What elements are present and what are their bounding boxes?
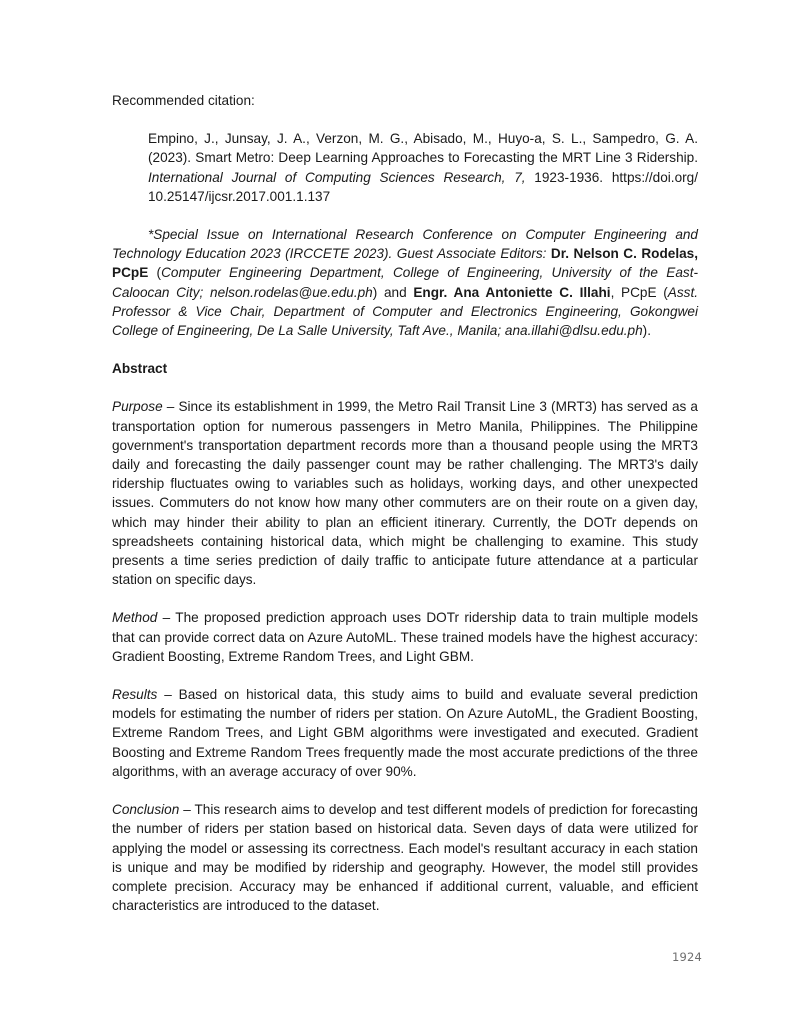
page-content	[112, 91, 698, 915]
purpose-label: Purpose	[112, 399, 163, 415]
special-issue-note	[112, 225, 698, 340]
results-text: – Based on historical data, this study aims to build and evaluate several prediction models for estimating the number of riders per station. On Azure AutoML, the Gradient Boosting, Extreme Random Trees, and Light GBM algorithms were investigated and executed. Gradient Boosting and Extreme Random Trees frequently made the most accurate predictions of the three algorithms, with an average accuracy of over 90%.	[112, 687, 698, 779]
editor1-open: (	[148, 265, 162, 281]
abstract-results	[112, 685, 698, 781]
editor1-close: ) and	[372, 284, 414, 300]
citation-text	[148, 129, 698, 206]
citation-heading: Recommended citation:	[112, 93, 255, 108]
conclusion-label: Conclusion	[112, 802, 180, 818]
page-number: 1924	[672, 950, 703, 964]
abstract-purpose	[112, 397, 698, 589]
abstract-method	[112, 608, 698, 666]
purpose-text: – Since its establishment in 1999, the Metro Rail Transit Line 3 (MRT3) has served as a transportation option for numerous passengers in Metro Manila, Philippines. The Philippine government's transportation department records more than a thousand people using the MRT3 daily and forecasting the daily passenger count may be rather challenging. The MRT3's daily ridership fluctuates owing to variables such as holidays, working days, and other unexpected issues. Commuters do not know how many other commuters are on their route on a given day, which may hinder their ability to plan an efficient itinerary. Currently, the DOTr depends on spreadsheets containing historical data, which might be challenging to examine. This study presents a time series prediction of daily traffic to anticipate future attendance at a particular station on specific days.	[112, 399, 698, 588]
editor2-credential: , PCpE (	[610, 284, 668, 300]
results-label: Results	[112, 687, 158, 703]
abstract-heading: Abstract	[112, 361, 168, 377]
editor2-close: ).	[642, 323, 651, 339]
editor2-affiliation: Asst. Professor & Vice Chair, Department of Computer and Electronics Engineering, Gokongwei College of Engineering, De La Salle University, Taft Ave., Manila; ana.illahi@dlsu.edu.ph	[112, 284, 698, 339]
editor1-affiliation: Computer Engineering Department, College of Engineering, University of the East-Caloocan City; nelson.rodelas@ue.edu.ph	[112, 265, 698, 300]
citation-doi[interactable]: 1923-1936. https://doi.org/ 10.25147/ijcsr.2017.001.1.137	[148, 169, 698, 204]
abstract-conclusion	[112, 800, 698, 915]
special-issue-intro: *Special Issue on International Research Conference on Computer Engineering and Technology Education 2023 (IRCCETE 2023). Guest Associate Editors:	[112, 227, 698, 262]
citation-journal: International Journal of Computing Sciences Research, 7,	[148, 169, 526, 185]
method-text: – The proposed prediction approach uses DOTr ridership data to train multiple models that can provide correct data on Azure AutoML. These trained models have the highest accuracy: Gradient Boosting, Extreme Random Trees, and Light GBM.	[112, 610, 698, 664]
method-label: Method	[112, 610, 158, 626]
citation-authors: Empino, J., Junsay, J. A., Verzon, M. G., Abisado, M., Huyo-a, S. L., Sampedro, G. A. (2023). Smart Metro: Deep Learning Approaches to Forecasting the MRT Line 3 Ridership.	[148, 131, 698, 166]
editor1-name: Dr. Nelson C. Rodelas, PCpE	[112, 246, 699, 281]
editor2-name: Engr. Ana Antoniette C. Illahi	[413, 284, 611, 300]
conclusion-text: – This research aims to develop and test different models of prediction for forecasting the number of riders per station based on historical data. Seven days of data were utilized for applying the model or assessing its correctness. Each model's resultant accuracy in each station is unique and may be modified by ridership and geography. However, the model still provides complete precision. Accuracy may be enhanced if additional current, valuable, and efficient characteristics are introduced to the dataset.	[112, 802, 698, 914]
